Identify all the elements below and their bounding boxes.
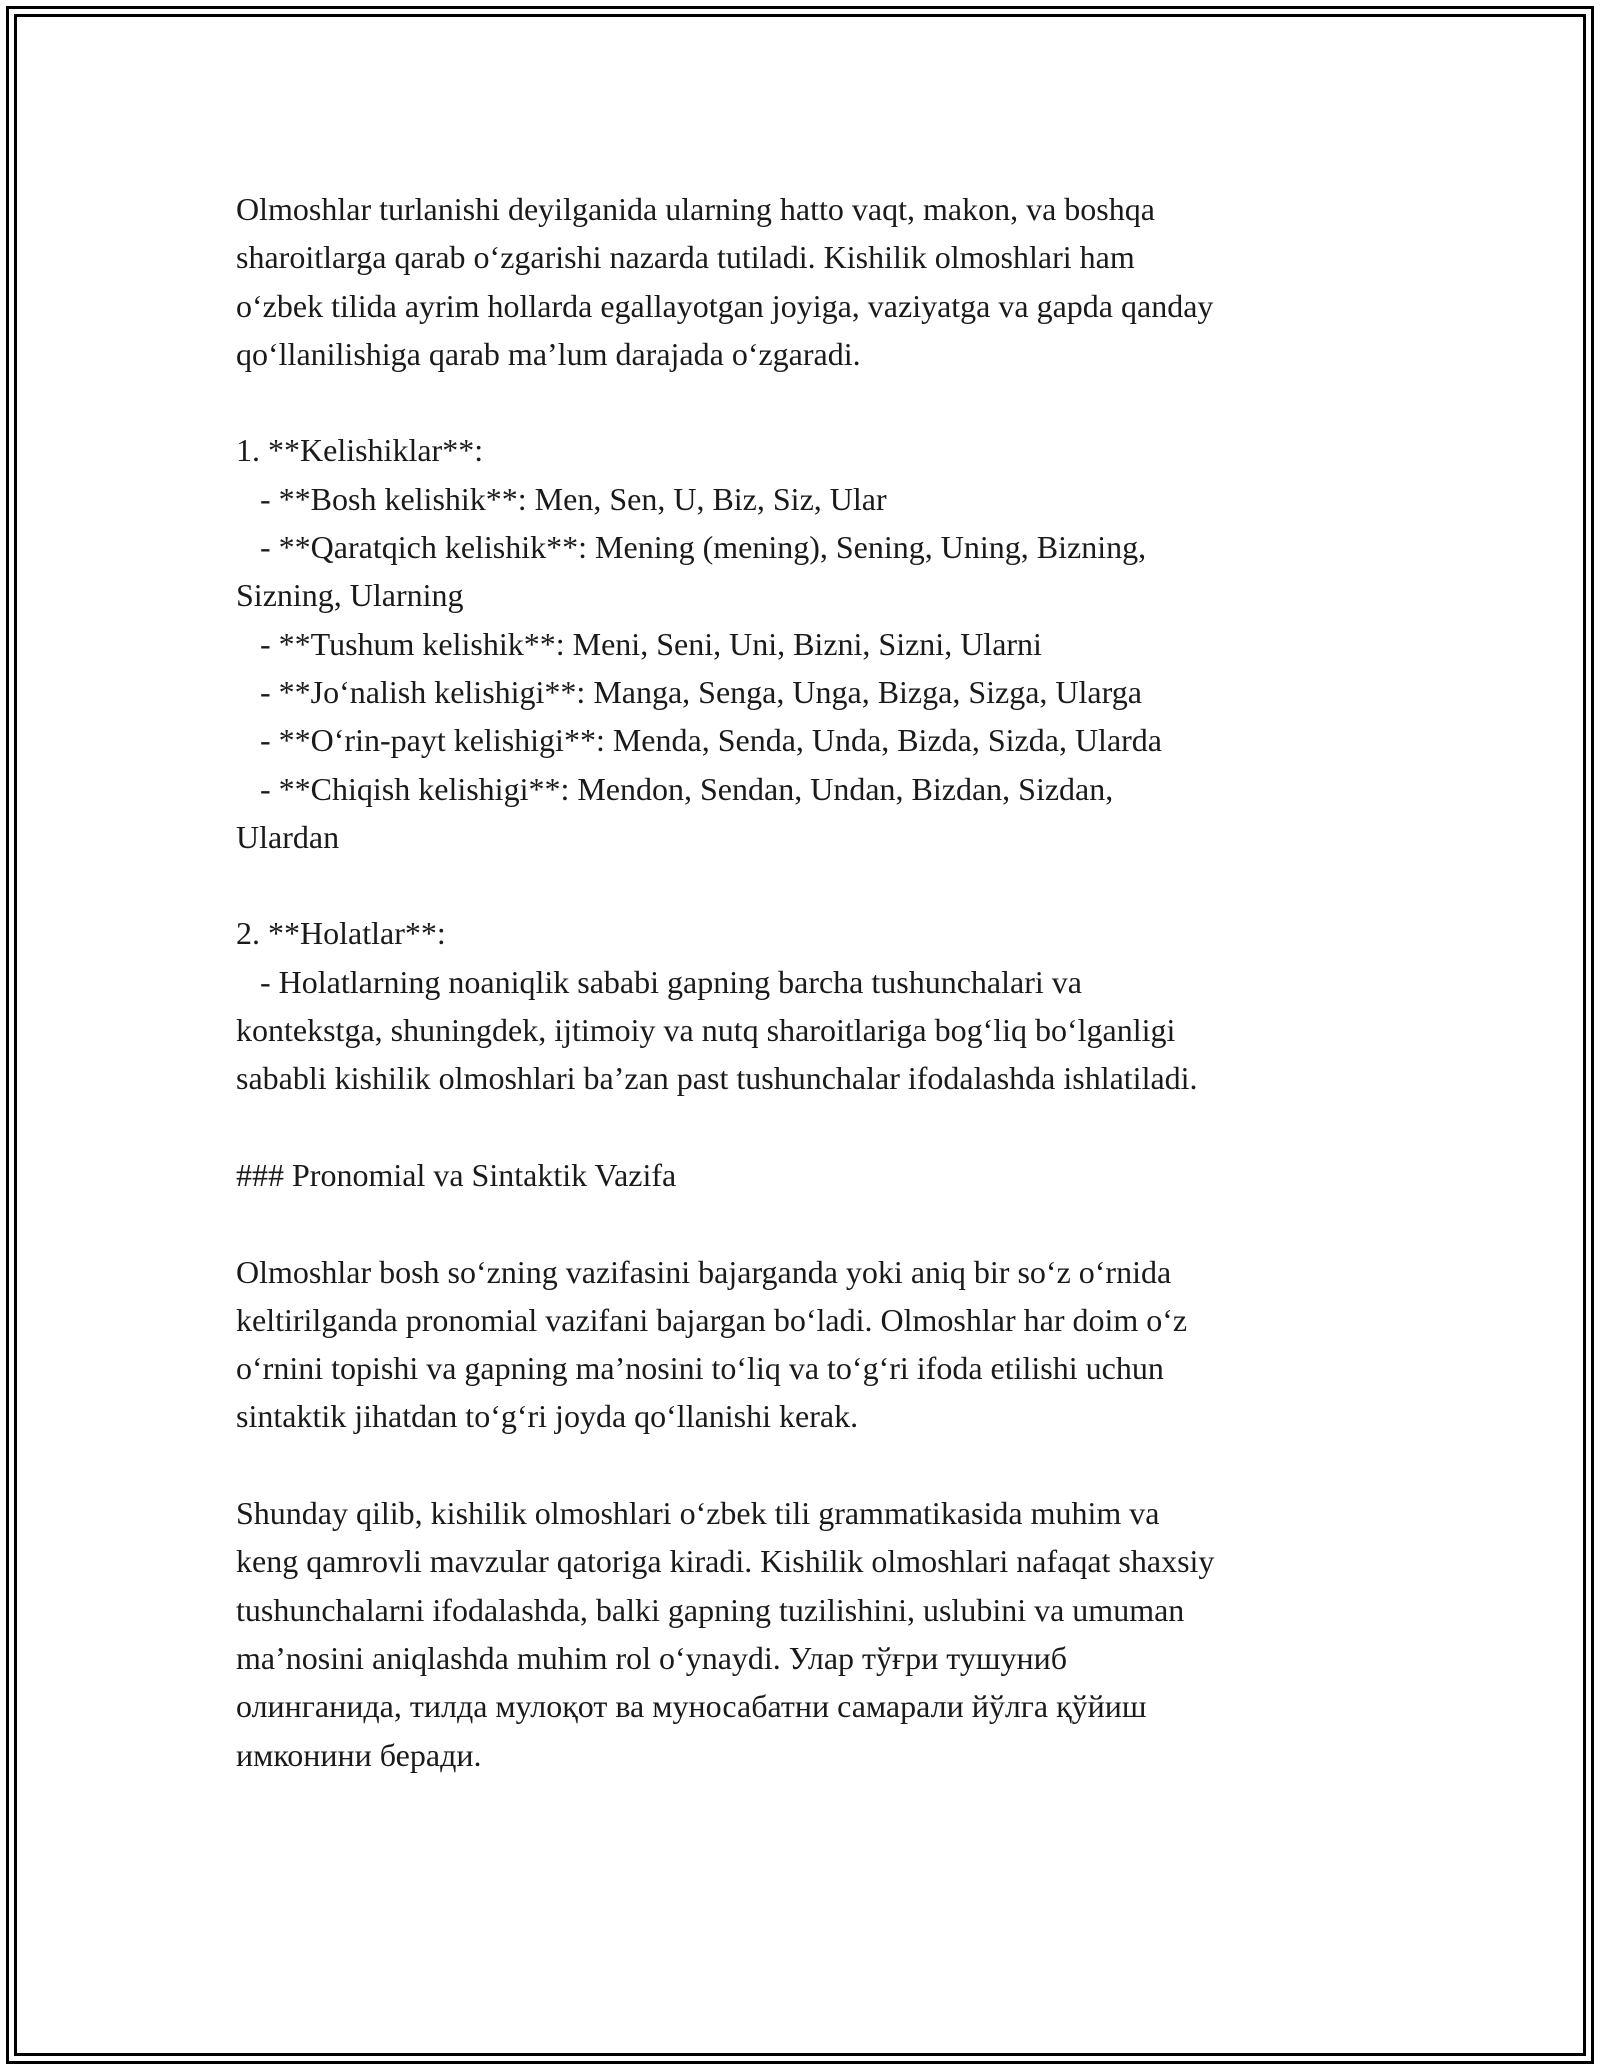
list-item-continuation: Ulardan: [236, 818, 340, 855]
paragraph-spacer: [236, 1103, 1376, 1151]
text-line: qo‘llanilishiga qarab ma’lum darajada o‘zgaradi.: [236, 335, 861, 372]
list-item: - **Bosh kelishik**: Men, Sen, U, Biz, Siz, Ular: [236, 480, 887, 517]
text-line: o‘rnini topishi va gapning ma’nosini to‘liq va to‘g‘ri ifoda etilishi uchun: [236, 1350, 1164, 1387]
text-line: имконини беради.: [236, 1736, 482, 1773]
text-line: tushunchalarni ifodalashda, balki gapning tuzilishini, uslubini va umuman: [236, 1591, 1185, 1628]
list-item-continuation: kontekstga, shuningdek, ijtimoiy va nutq sharoitlariga bog‘liq bo‘lganligi: [236, 1012, 1176, 1049]
paragraph-conclusion: [236, 1489, 1376, 1779]
list-heading: 2. **Holatlar**:: [236, 915, 446, 952]
text-line: sharoitlarga qarab o‘zgarishi nazarda tutiladi. Kishilik olmoshlari ham: [236, 239, 1135, 276]
list-item: - **Chiqish kelishigi**: Mendon, Sendan, Undan, Bizdan, Sizdan,: [236, 770, 1114, 807]
text-line: keng qamrovli mavzular qatoriga kiradi. Kishilik olmoshlari nafaqat shaxsiy: [236, 1543, 1215, 1580]
list-item: - **Jo‘nalish kelishigi**: Manga, Senga, Unga, Bizga, Sizga, Ularga: [236, 673, 1142, 710]
section-states: [236, 909, 1376, 1102]
paragraph-intro: [236, 185, 1376, 378]
list-item: - Holatlarning noaniqlik sababi gapning barcha tushunchalari va: [236, 963, 1082, 1000]
text-line: олинганида, тилда мулоқот ва муносабатни самарали йўлга қўйиш: [236, 1688, 1147, 1725]
text-line: Shunday qilib, kishilik olmoshlari o‘zbek tili grammatikasida muhim va: [236, 1495, 1160, 1532]
list-heading: 1. **Kelishiklar**:: [236, 432, 484, 469]
paragraph-spacer: [236, 1441, 1376, 1489]
paragraph-spacer: [236, 378, 1376, 426]
text-line: Olmoshlar turlanishi deyilganida ularning hatto vaqt, makon, va boshqa: [236, 191, 1155, 227]
text-line: sintaktik jihatdan to‘g‘ri joyda qo‘llanishi kerak.: [236, 1398, 859, 1435]
list-item: - **Qaratqich kelishik**: Mening (mening), Sening, Uning, Bizning,: [236, 529, 1147, 566]
paragraph-pronominal: [236, 1248, 1376, 1441]
list-item: - **O‘rin-payt kelishigi**: Menda, Senda, Unda, Bizda, Sizda, Ularda: [236, 722, 1162, 759]
paragraph-spacer: [236, 1199, 1376, 1247]
paragraph-spacer: [236, 861, 1376, 909]
section-heading: ### Pronomial va Sintaktik Vazifa: [236, 1156, 677, 1193]
list-item-continuation: sababli kishilik olmoshlari ba’zan past tushunchalar ifodalashda ishlatiladi.: [236, 1060, 1198, 1097]
section-cases: [236, 426, 1376, 861]
list-item: - **Tushum kelishik**: Meni, Seni, Uni, Bizni, Sizni, Ularni: [236, 625, 1042, 662]
text-line: o‘zbek tilida ayrim hollarda egallayotgan joyiga, vaziyatga va gapda qanday: [236, 287, 1214, 324]
list-item-continuation: Sizning, Ularning: [236, 577, 464, 614]
text-line: ma’nosini aniqlashda muhim rol o‘ynaydi. Улар тўғри тушуниб: [236, 1639, 1067, 1676]
document-body: [236, 185, 1376, 1779]
text-line: Olmoshlar bosh so‘zning vazifasini bajarganda yoki aniq bir so‘z o‘rnida: [236, 1253, 1172, 1290]
text-line: keltirilganda pronomial vazifani bajargan bo‘ladi. Olmoshlar har doim o‘z: [236, 1301, 1188, 1338]
